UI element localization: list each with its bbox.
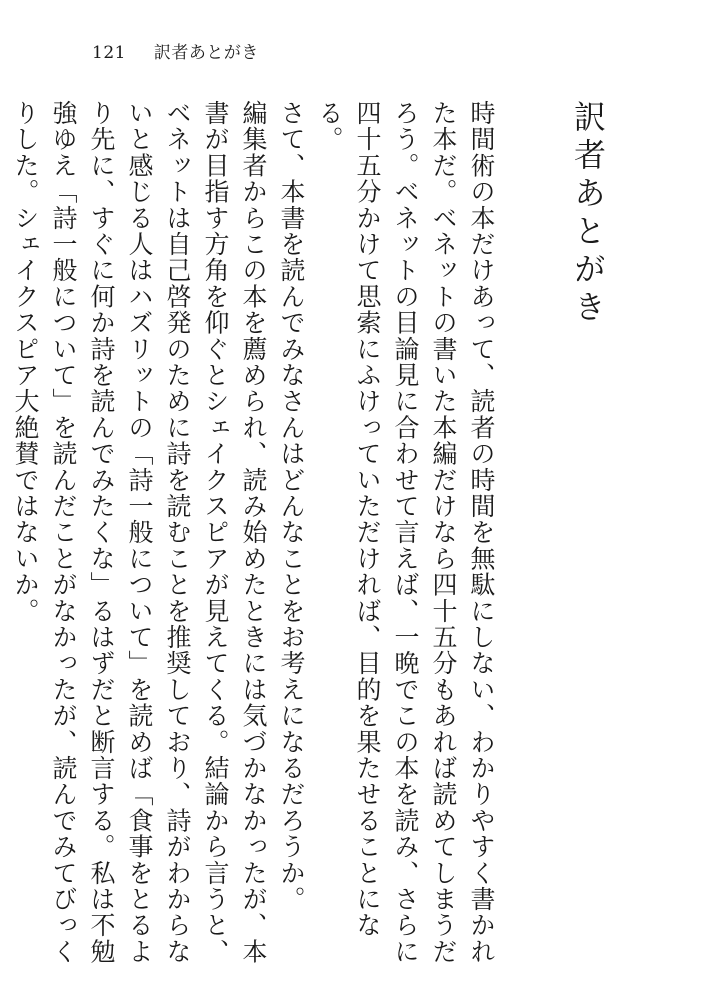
running-header (92, 38, 259, 63)
body-text (11, 100, 500, 980)
running-title: 訳者あとがき (153, 43, 259, 63)
paragraph: 編集者からこの本を薦められ、読み始めたときには気づかなかったが、本書が目指す方角を仰ぐとシェイクスピアが見えてくる。結論から言うと、ベネットは自己啓発のために詩を読むことを推奨しており、詩がわからないと感じる人はハズリットの「詩一般について」を読めば「食事をとるより先に、すぐに何か詩を読んでみたくな」るはずだと断言する。私は不勉強ゆえ「詩一般について」を読んだことがなかったが、読んでみてびっくりした。シェイクスピア大絶賛ではないか。 (11, 100, 268, 965)
paragraph: 時間術の本だけあって、読者の時間を無駄にしない、わかりやすく書かれた本だ。ベネットの書いた本編だけなら四十五分もあれば読めてしまうだろう。ベネットの目論見に合わせて言えば、一晩でこの本を読み、さらに四十五分かけて思索にふけっていただければ、目的を果たせることになる。 (315, 100, 496, 965)
page-number: 121 (92, 43, 126, 63)
paragraph: さて、本書を読んでみなさんはどんなことをお考えになるだろうか。 (277, 100, 306, 913)
chapter-title: 訳者あとがき (569, 100, 607, 328)
